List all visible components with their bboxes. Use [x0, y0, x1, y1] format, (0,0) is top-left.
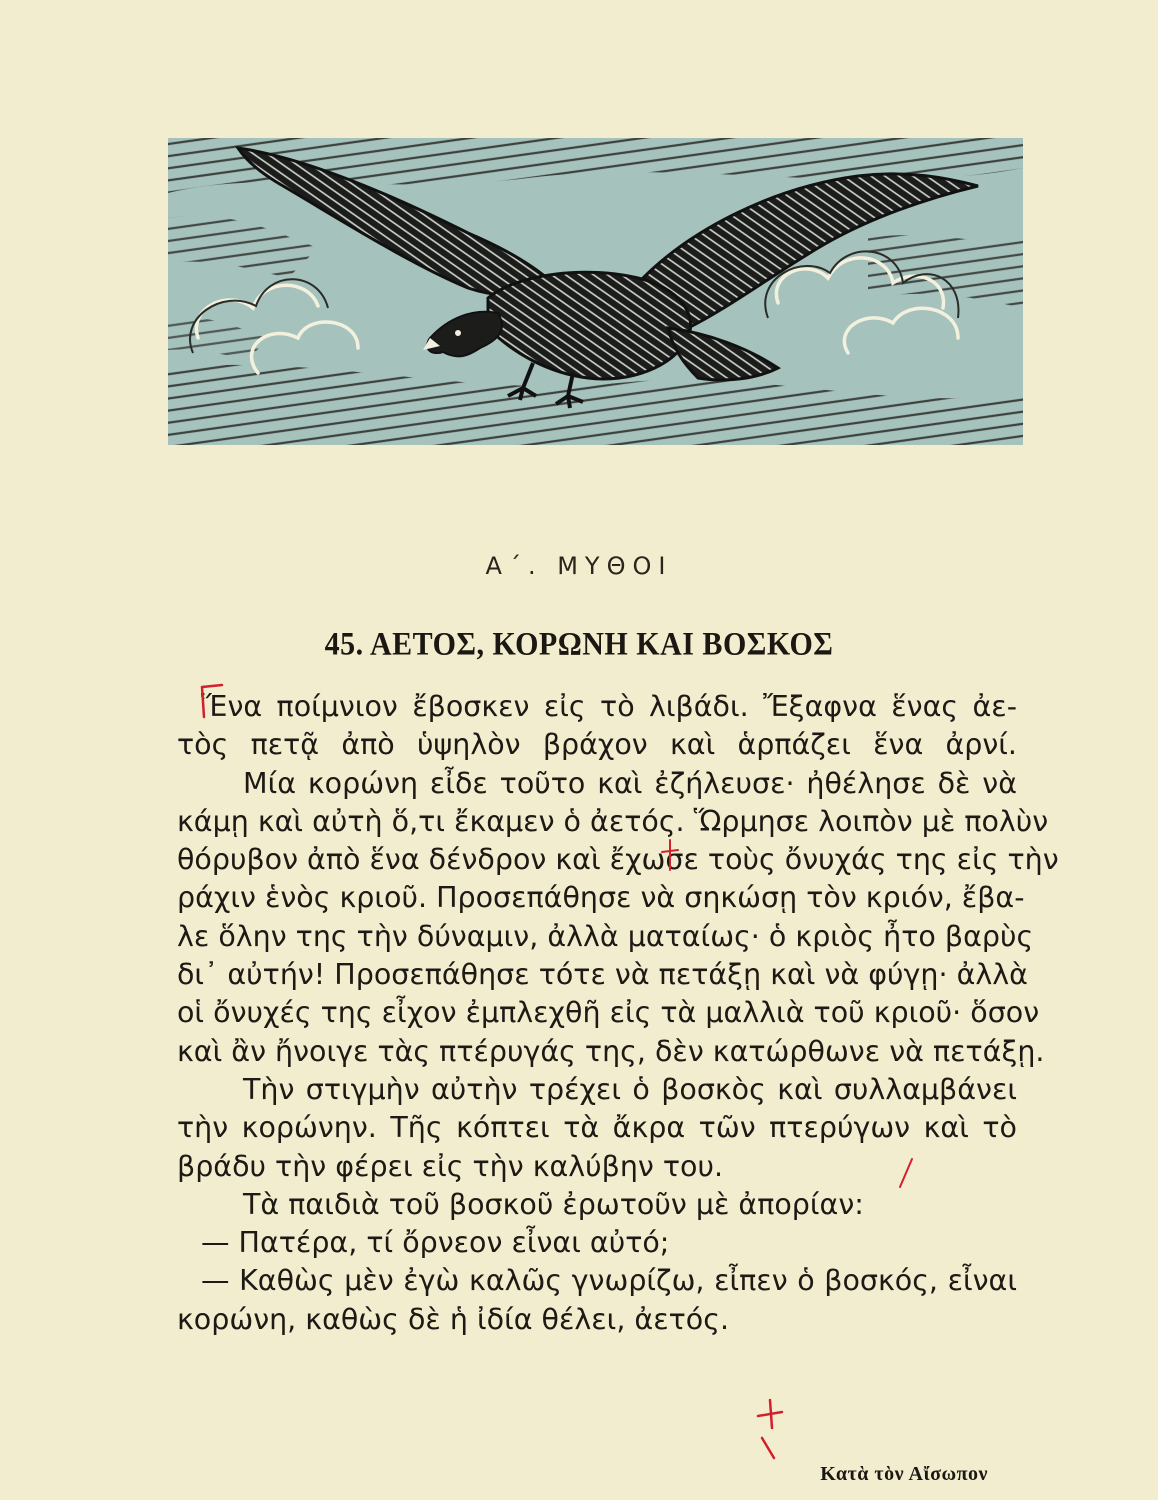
text-line: τὴν κορώνην. Τῆς κόπτει τὰ ἄκρα τῶν πτερύγων καὶ τὸ: [177, 1111, 1017, 1145]
red-slash-mark: [896, 1155, 916, 1191]
text-line: Τὰ παιδιὰ τοῦ βοσκοῦ ἐρωτοῦν μὲ ἀπορίαν:: [243, 1187, 864, 1221]
eagle-illustration: [168, 138, 1023, 445]
text-line: τὸς πετᾷ ἀπὸ ὑψηλὸν βράχον καὶ ἁρπάζει ἕνα ἀρνί.: [177, 728, 1017, 762]
text-line: ράχιν ἑνὸς κριοῦ. Προσεπάθησε νὰ σηκώσῃ τὸν κριόν, ἔβα-: [177, 881, 1025, 915]
red-cross-mark: [752, 1398, 786, 1460]
text-line: θόρυβον ἀπὸ ἕνα δένδρον καὶ ἔχωσε τοὺς ὄνυχάς της εἰς τὴν: [177, 843, 1059, 877]
text-line: δι᾽ αὐτήν! Προσεπάθησε τότε νὰ πετάξῃ καὶ νὰ φύγῃ· ἀλλὰ: [177, 958, 1028, 992]
text-line: καὶ ἂν ἤνοιγε τὰς πτέρυγάς της, δὲν κατώρθωνε νὰ πετάξῃ.: [177, 1034, 1045, 1068]
text-line: — Πατέρα, τί ὄρνεον εἶναι αὐτό;: [201, 1226, 670, 1260]
text-line: κορώνη, καθὼς δὲ ἡ ἰδία θέλει, ἀετός.: [177, 1302, 730, 1336]
text-line: Τὴν στιγμὴν αὐτὴν τρέχει ὁ βοσκὸς καὶ συλλαμβάνει: [243, 1072, 1017, 1106]
red-cross-mark: [660, 838, 680, 872]
text-line: — Καθὼς μὲν ἐγὼ καλῶς γνωρίζω, εἶπεν ὁ βοσκός, εἶναι: [201, 1264, 1017, 1298]
text-line: Ἕνα ποίμνιον ἔβοσκεν εἰς τὸ λιβάδι. Ἔξαφνα ἕνας ἀε-: [201, 690, 1017, 723]
attribution: Κατὰ τὸν Αἴσωπον: [820, 1463, 988, 1485]
section-title: Α΄. ΜΥΘΟΙ: [485, 552, 673, 580]
text-line: βράδυ τὴν φέρει εἰς τὴν καλύβην του.: [177, 1149, 724, 1183]
text-line: οἱ ὄνυχές της εἶχον ἐμπλεχθῆ εἰς τὰ μαλλιὰ τοῦ κριοῦ· ὅσον: [177, 996, 1040, 1030]
text-line: Μία κορώνη εἶδε τοῦτο καὶ ἐζήλευσε· ἠθέλησε δὲ νὰ: [243, 766, 1017, 800]
text-line: λε ὅλην της τὴν δύναμιν, ἀλλὰ ματαίως· ὁ κριὸς ἦτο βαρὺς: [177, 919, 1034, 953]
red-bracket-mark: [196, 683, 226, 723]
story-body: [177, 688, 1059, 1339]
text-line: κάμῃ καὶ αὐτὴ ὅ,τι ἔκαμεν ὁ ἀετός. Ὥρμησε λοιπὸν μὲ πολὺν: [177, 804, 1049, 838]
story-title: 45. ΑΕΤΟΣ, ΚΟΡΩΝΗ ΚΑΙ ΒΟΣΚΟΣ: [324, 626, 834, 663]
